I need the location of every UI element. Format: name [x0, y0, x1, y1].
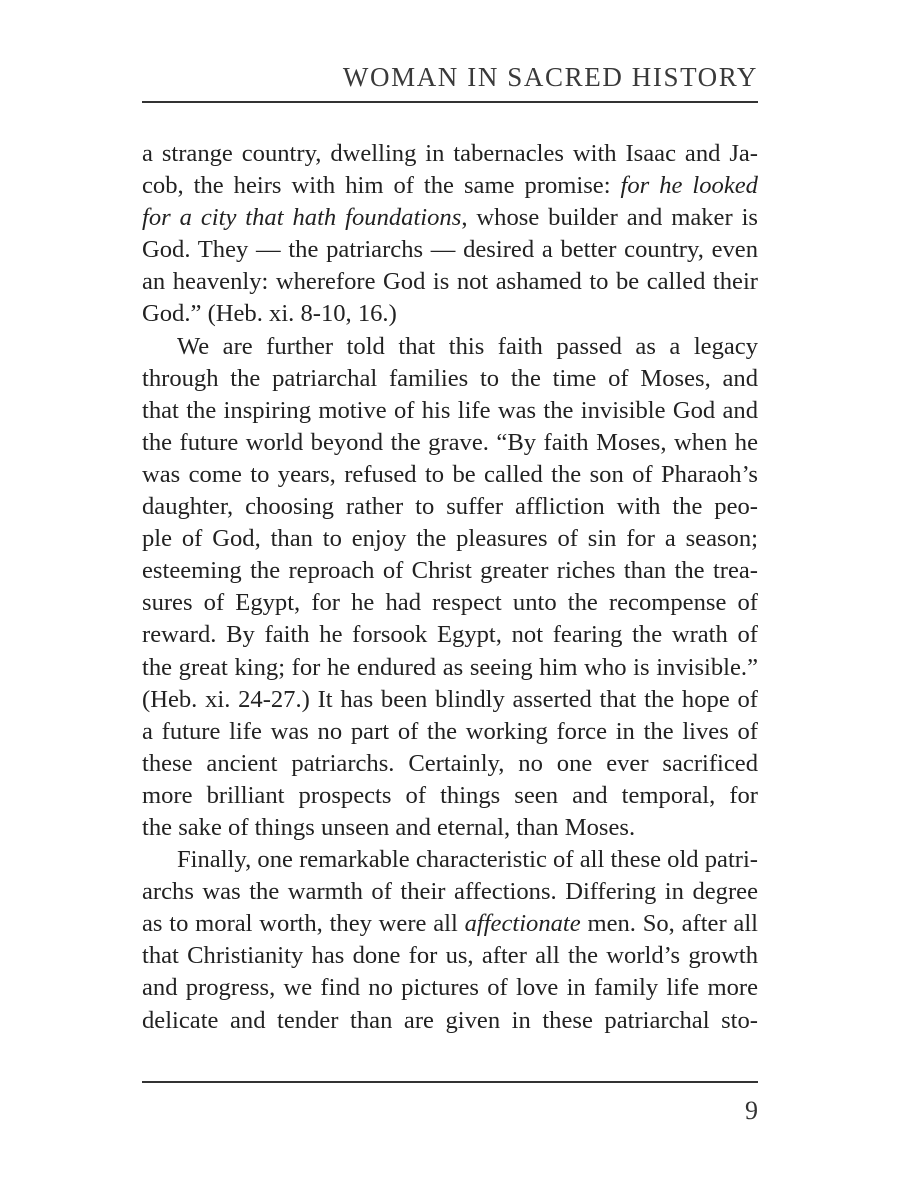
- text-line: [142, 266, 758, 298]
- text-line: [142, 972, 758, 1004]
- text-line: [142, 876, 758, 908]
- text-line: [142, 748, 758, 780]
- text-line: [142, 619, 758, 651]
- text-line: [142, 940, 758, 972]
- text-run: archs was the warmth of their affections. Differing in degree: [142, 878, 758, 906]
- page-number: 9: [745, 1096, 758, 1125]
- text-run: We are further told that this faith passed as a legacy: [177, 332, 758, 360]
- text-line: [142, 234, 758, 266]
- text-line: [142, 780, 758, 812]
- text-run: God.” (Heb. xi. 8-10, 16.): [142, 300, 397, 328]
- text-line: [142, 652, 758, 684]
- text-run: daughter, choosing rather to suffer affliction with the peo-: [142, 493, 758, 521]
- text-run: the sake of things unseen and eternal, than Moses.: [142, 813, 636, 841]
- text-line: [142, 523, 758, 555]
- text-run: the great king; for he endured as seeing him who is invisible.”: [142, 653, 758, 681]
- text-line: [142, 716, 758, 748]
- text-line: [142, 363, 758, 395]
- text-run: the future world beyond the grave. “By faith Moses, when he: [142, 428, 758, 456]
- text-run: (Heb. xi. 24-27.) It has been blindly asserted that the hope of: [142, 685, 758, 713]
- text-line: [142, 427, 758, 459]
- italic-text: affectionate: [464, 910, 581, 938]
- text-line: [142, 491, 758, 523]
- text-line: [142, 587, 758, 619]
- footer-rule: [142, 1081, 758, 1083]
- text-run: and progress, we find no pictures of love in family life more: [142, 974, 758, 1002]
- text-run: men. So, after all: [580, 910, 758, 938]
- text-run: ple of God, than to enjoy the pleasures of sin for a season;: [142, 525, 758, 553]
- text-line: [142, 555, 758, 587]
- text-run: sures of Egypt, for he had respect unto the recompense of: [142, 589, 758, 617]
- text-line: [142, 844, 758, 876]
- text-line: [142, 684, 758, 716]
- text-run: more brilliant prospects of things seen and temporal, for: [142, 781, 758, 809]
- text-line: [142, 908, 758, 940]
- text-line: [142, 812, 758, 844]
- text-line: [142, 170, 758, 202]
- text-line: [142, 298, 758, 330]
- text-run: , whose builder and maker is: [461, 204, 758, 232]
- body-text: [142, 138, 758, 1037]
- text-line: [142, 1005, 758, 1037]
- text-run: Finally, one remarkable characteristic of all these old patri-: [177, 846, 758, 874]
- text-run: cob, the heirs with him of the same promise:: [142, 172, 621, 200]
- text-run: an heavenly: wherefore God is not ashamed to be called their: [142, 268, 758, 296]
- italic-text: for he looked: [620, 172, 758, 200]
- running-head-title: WOMAN IN SACRED HISTORY: [342, 62, 758, 92]
- text-run: a strange country, dwelling in tabernacles with Isaac and Ja-: [142, 140, 758, 167]
- text-line: [142, 459, 758, 491]
- text-run: as to moral worth, they were all: [142, 910, 465, 938]
- text-run: these ancient patriarchs. Certainly, no one ever sacrificed: [142, 749, 758, 777]
- text-run: that the inspiring motive of his life was the invisible God and: [142, 396, 758, 424]
- text-run: was come to years, refused to be called the son of Pharaoh’s: [142, 460, 758, 488]
- text-line: [142, 202, 758, 234]
- text-run: esteeming the reproach of Christ greater riches than the trea-: [142, 557, 758, 585]
- text-run: a future life was no part of the working force in the lives of: [142, 717, 758, 745]
- header-rule: [142, 101, 758, 103]
- text-run: reward. By faith he forsook Egypt, not fearing the wrath of: [142, 621, 758, 649]
- text-run: that Christianity has done for us, after all the world’s growth: [142, 942, 758, 970]
- text-run: God. They — the patriarchs — desired a better country, even: [142, 236, 758, 264]
- italic-text: for a city that hath foundations: [142, 204, 462, 232]
- text-line: [142, 331, 758, 363]
- text-line: [142, 138, 758, 170]
- text-line: [142, 395, 758, 427]
- text-run: delicate and tender than are given in these patriarchal sto-: [142, 1006, 758, 1034]
- text-run: through the patriarchal families to the time of Moses, and: [142, 364, 758, 392]
